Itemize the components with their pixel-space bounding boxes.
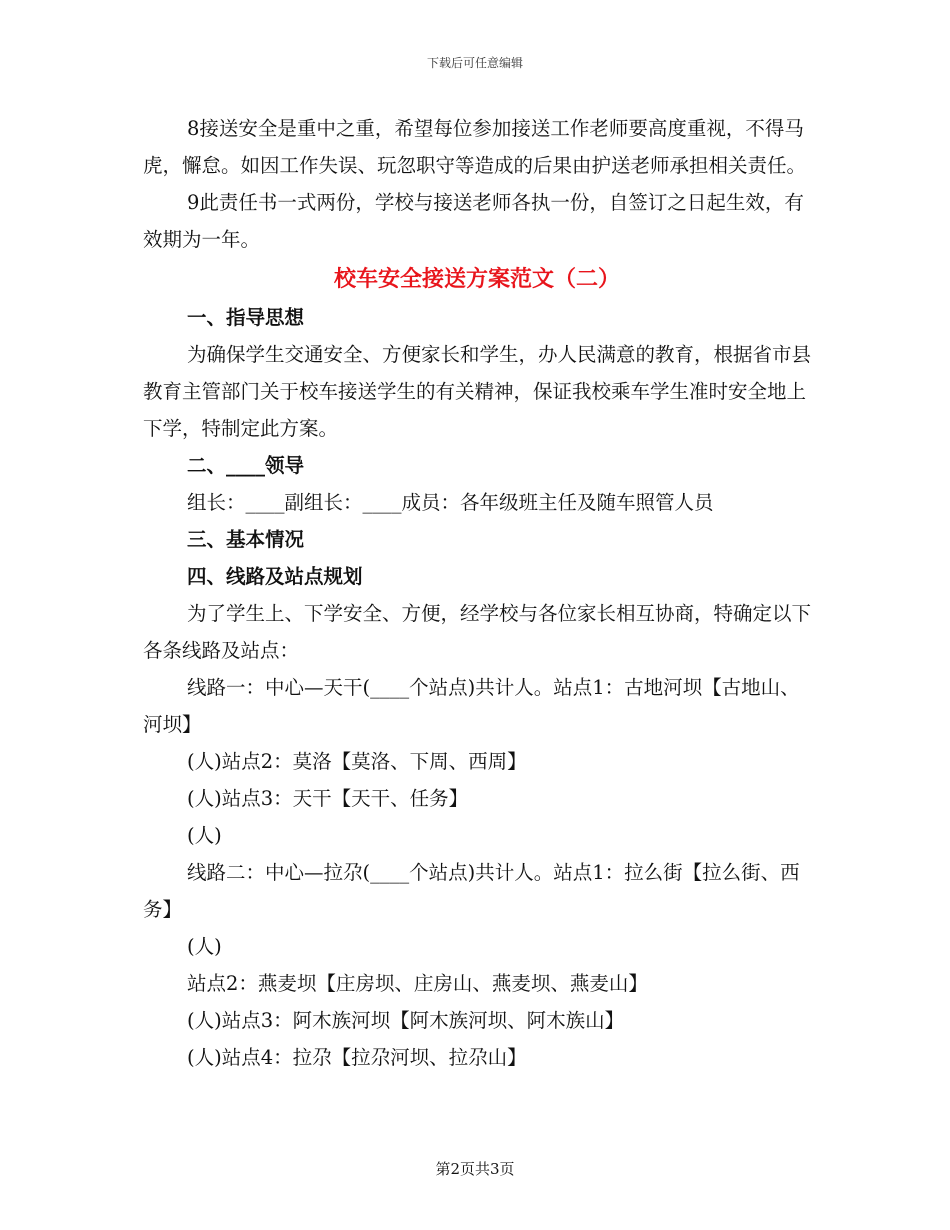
paragraph-item-9: 9此责任书一式两份，学校与接送老师各执一份，自签订之日起生效，有效期为一年。 [143,191,804,251]
route-two-count: (人) [187,935,222,958]
document-title: 校车安全接送方案范文（二） [333,266,620,292]
route-two-stop-2: 站点2：燕麦坝【庄房坝、庄房山、燕麦坝、燕麦山】 [187,972,648,995]
section-text-guiding-thought: 为确保学生交通安全、方便家长和学生，办人民满意的教育，根据省市县教育主管部门关于校车接送学生的有关精神，保证我校乘车学生准时安全地上下学，特制定此方案。 [143,343,812,440]
document-body [143,110,811,1076]
page-header-note: 下载后可任意编辑 [426,56,523,70]
page-number: 第2页共3页 [435,1160,515,1178]
route-one-stop-2: (人)站点2：莫洛【莫洛、下周、西周】 [187,750,527,773]
route-one-stop-3: (人)站点3：天干【天干、任务】 [187,787,469,810]
route-two-stop-3: (人)站点3：阿木族河坝【阿木族河坝、阿木族山】 [187,1009,625,1032]
route-one-end: (人) [187,824,222,847]
route-one: 线路一：中心—天干(____个站点)共计人。站点1：古地河坝【古地山、河坝】 [143,676,800,736]
paragraph-item-8: 8接送安全是重中之重，希望每位参加接送工作老师要高度重视，不得马虎，懈怠。如因工作失误、玩忽职守等造成的后果由护送老师承担相关责任。 [143,117,807,177]
section-heading-basic-info: 三、基本情况 [187,528,305,551]
section-heading-leadership: 二、____领导 [187,454,305,477]
section-text-leadership: 组长：____副组长：____成员：各年级班主任及随车照管人员 [187,491,714,514]
section-heading-guiding-thought: 一、指导思想 [187,306,305,329]
routes-intro: 为了学生上、下学安全、方便，经学校与各位家长相互协商，特确定以下各条线路及站点： [143,602,812,662]
section-heading-routes: 四、线路及站点规划 [187,565,363,588]
route-two: 线路二：中心—拉尕(____个站点)共计人。站点1：拉么街【拉么街、西务】 [143,861,800,921]
route-two-stop-4: (人)站点4：拉尕【拉尕河坝、拉尕山】 [187,1046,527,1069]
